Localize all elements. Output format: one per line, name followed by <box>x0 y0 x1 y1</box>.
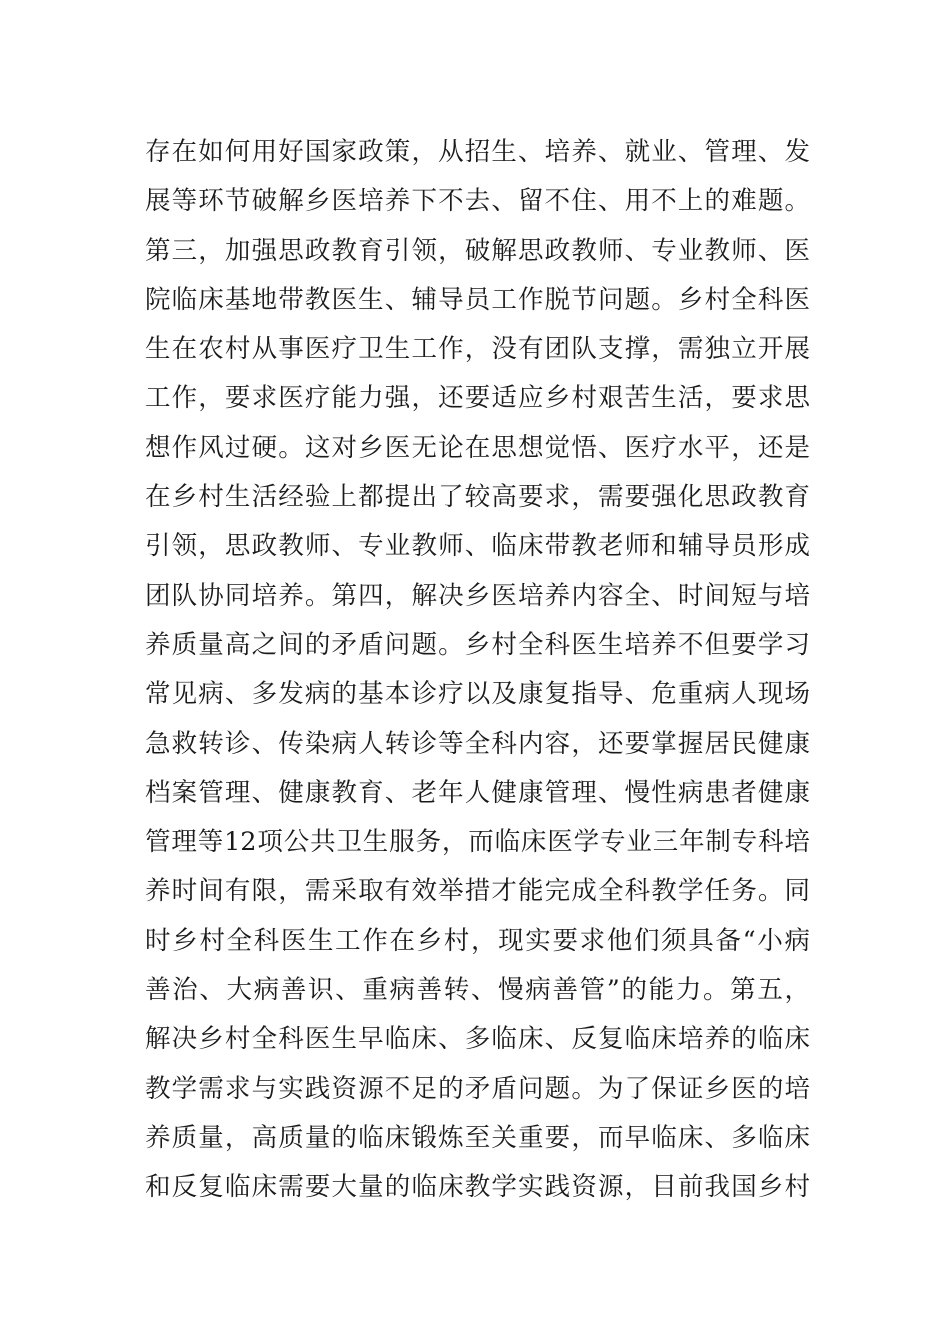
text-line-11: 养质量高之间的矛盾问题。乡村全科医生培养不但要学习 <box>145 629 810 660</box>
text-line-16: 养时间有限，需采取有效举措才能完成全科教学任务。同 <box>145 876 810 907</box>
text-line-20: 教学需求与实践资源不足的矛盾问题。为了保证乡医的培 <box>145 1073 810 1104</box>
body-text <box>145 128 810 1213</box>
text-line-5: 生在农村从事医疗卫生工作，没有团队支撑，需独立开展 <box>145 334 810 365</box>
text-line-21: 养质量，高质量的临床锻炼至关重要，而早临床、多临床 <box>145 1122 810 1153</box>
text-line-10: 团队协同培养。第四，解决乡医培养内容全、时间短与培 <box>145 580 810 611</box>
text-line-2: 展等环节破解乡医培养下不去、留不住、用不上的难题。 <box>145 186 810 217</box>
text-line-6: 工作，要求医疗能力强，还要适应乡村艰苦生活，要求思 <box>145 383 810 414</box>
text-line-17: 时乡村全科医生工作在乡村，现实要求他们须具备“小病 <box>145 925 810 956</box>
text-line-13: 急救转诊、传染病人转诊等全科内容，还要掌握居民健康 <box>145 728 810 759</box>
text-line-15: 管理等12项公共卫生服务，而临床医学专业三年制专科培 <box>145 827 810 858</box>
text-line-12: 常见病、多发病的基本诊疗以及康复指导、危重病人现场 <box>145 679 810 710</box>
text-line-8: 在乡村生活经验上都提出了较高要求，需要强化思政教育 <box>145 482 810 513</box>
text-line-14: 档案管理、健康教育、老年人健康管理、慢性病患者健康 <box>145 777 810 808</box>
text-line-7: 想作风过硬。这对乡医无论在思想觉悟、医疗水平，还是 <box>145 432 810 463</box>
text-line-3: 第三，加强思政教育引领，破解思政教师、专业教师、医 <box>145 235 810 266</box>
text-line-18: 善治、大病善识、重病善转、慢病善管”的能力。第五， <box>145 975 810 1006</box>
text-line-22: 和反复临床需要大量的临床教学实践资源，目前我国乡村 <box>145 1172 810 1203</box>
text-line-19: 解决乡村全科医生早临床、多临床、反复临床培养的临床 <box>145 1024 810 1055</box>
text-line-1: 存在如何用好国家政策，从招生、培养、就业、管理、发 <box>145 137 810 167</box>
text-line-9: 引领，思政教师、专业教师、临床带教老师和辅导员形成 <box>145 531 810 562</box>
text-line-4: 院临床基地带教医生、辅导员工作脱节问题。乡村全科医 <box>145 284 810 315</box>
